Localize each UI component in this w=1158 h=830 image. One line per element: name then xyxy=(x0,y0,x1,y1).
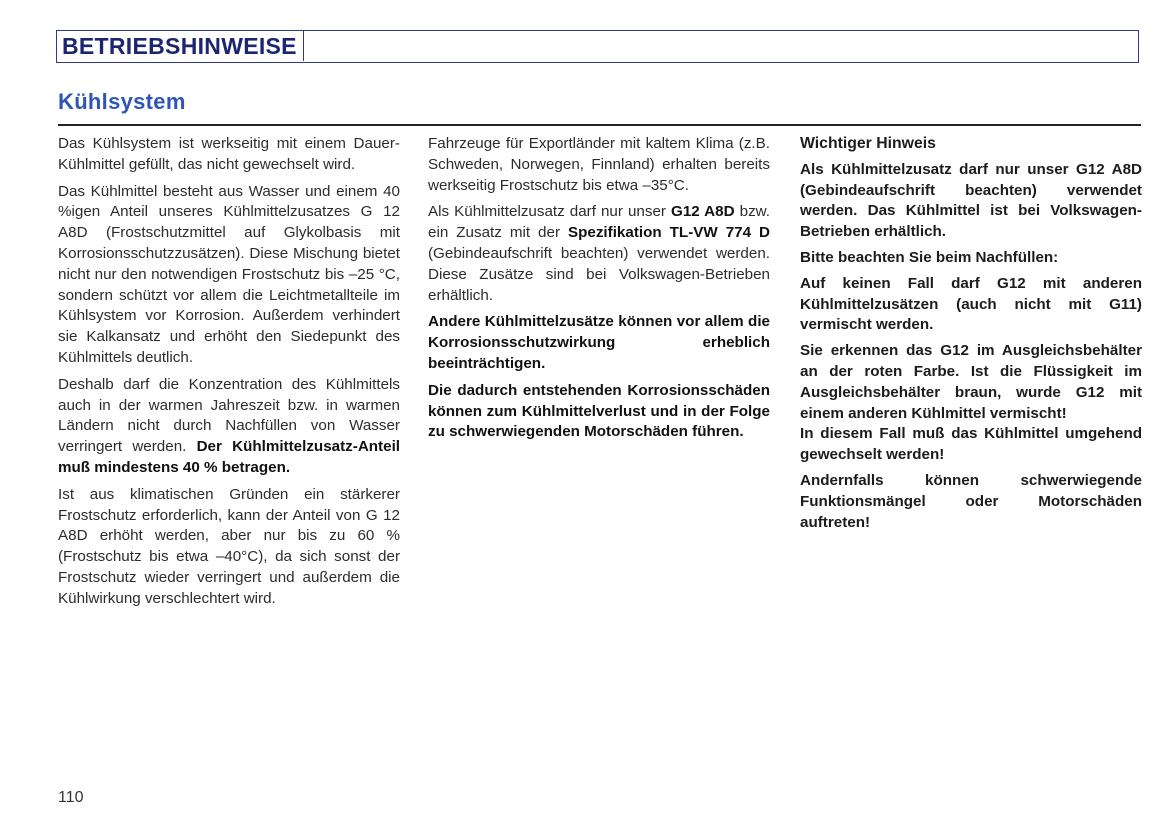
paragraph: Fahrzeuge für Exportländer mit kaltem Klima (z.B. Schweden, Norwegen, Finnland) erhalten bereits werkseitig Frostschutz bis etwa –35°C. xyxy=(428,135,770,194)
paragraph xyxy=(428,381,770,443)
paragraph xyxy=(58,375,400,479)
paragraph: Ist aus klimatischen Gründen ein stärkerer Frostschutz erforderlich, kann der Anteil von G 12 A8D erhöht werden, aber nur bis zu 60 % (Frostschutz bis etwa –40°C), da sich sonst der Frostschutz wieder verringert und außerdem die Kühlwirkung verschlechtert wird. xyxy=(58,485,400,607)
text-column-1 xyxy=(58,134,400,616)
section-header-label: BETRIEBSHINWEISE xyxy=(57,31,304,61)
paragraph: In diesem Fall muß das Kühlmittel umgehend gewechselt werden! xyxy=(800,425,1142,464)
emphasis-text: Die dadurch entstehenden Korrosionsschäden können zum Kühlmittelverlust und in der Folge zu schwerwiegenden Motorschäden führen. xyxy=(428,381,770,441)
paragraph: Als Kühlmittelzusatz darf nur unser G12 A8D (Gebindeaufschrift beachten) verwendet werden. Das Kühlmittel ist bei Volkswagen-Betrieben erhältlich. xyxy=(800,160,1142,241)
paragraph: Sie erkennen das G12 im Ausgleichsbehälter an der roten Farbe. Ist die Flüssigkeit im Ausgleichsbehälter braun, wurde G12 mit einem anderen Kühlmittel vermischt! xyxy=(800,342,1142,422)
paragraph xyxy=(428,202,770,306)
important-note-column xyxy=(800,134,1142,538)
paragraph: Das Kühlsystem ist werkseitig mit einem Dauer-Kühlmittel gefüllt, das nicht gewechselt wird. xyxy=(58,135,400,173)
paragraph: Andernfalls können schwerwiegende Funktionsmängel oder Motorschäden auftreten! xyxy=(800,471,1142,531)
paragraph-text: Als Kühlmittelzusatz darf nur unser xyxy=(428,203,671,221)
section-header-box xyxy=(56,30,1139,63)
emphasis-text: Andere Kühlmittelzusätze können vor allem die Korrosionsschutzwirkung erheblich beeinträchtigen. xyxy=(428,313,770,372)
paragraph xyxy=(428,312,770,374)
paragraph: Auf keinen Fall darf G12 mit anderen Kühlmittelzusätzen (auch nicht mit G11) vermischt werden. xyxy=(800,274,1142,334)
paragraph: Bitte beachten Sie beim Nachfüllen: xyxy=(800,248,1059,266)
emphasis-text: Der Kühlmittelzusatz-Anteil muß mindestens 40 % betragen. xyxy=(58,438,401,476)
page-title: Kühlsystem xyxy=(58,89,186,114)
paragraph-text: Deshalb darf die Konzentration des Kühlmittels auch in der warmen Jahreszeit bzw. in warmen Ländern nicht durch Nachfüllen von Wasser verringert werden. xyxy=(58,375,400,456)
important-note-title: Wichtiger Hinweis xyxy=(800,135,936,152)
title-divider xyxy=(58,124,1141,126)
emphasis-text: Spezifikation TL-VW 774 D xyxy=(567,224,770,242)
paragraph-text: bzw. ein Zusatz mit der xyxy=(428,203,771,242)
page-number: 110 xyxy=(58,789,84,806)
paragraph: Das Kühlmittel besteht aus Wasser und einem 40 %igen Anteil unseres Kühlmittelzusatzes G 12 A8D (Frostschutzmittel auf Glykolbasis mit Korrosionsschutzzusätzen). Diese Mischung bietet nicht nur den notwendigen Frostschutz bis –25 °C, sondern schützt vor allem die Leichtmetallteile im Kühlsystem vor Korrosion. Außerdem verhindert sie Kalkansatz und erhöht den Siedepunkt des Kühlmittels deutlich. xyxy=(58,182,400,366)
emphasis-text: G12 A8D xyxy=(671,203,735,221)
text-column-2 xyxy=(428,134,770,449)
paragraph-text: (Gebindeaufschrift beachten) verwendet werden. Diese Zusätze sind bei Volkswagen-Betrieben erhältlich. xyxy=(428,244,770,304)
